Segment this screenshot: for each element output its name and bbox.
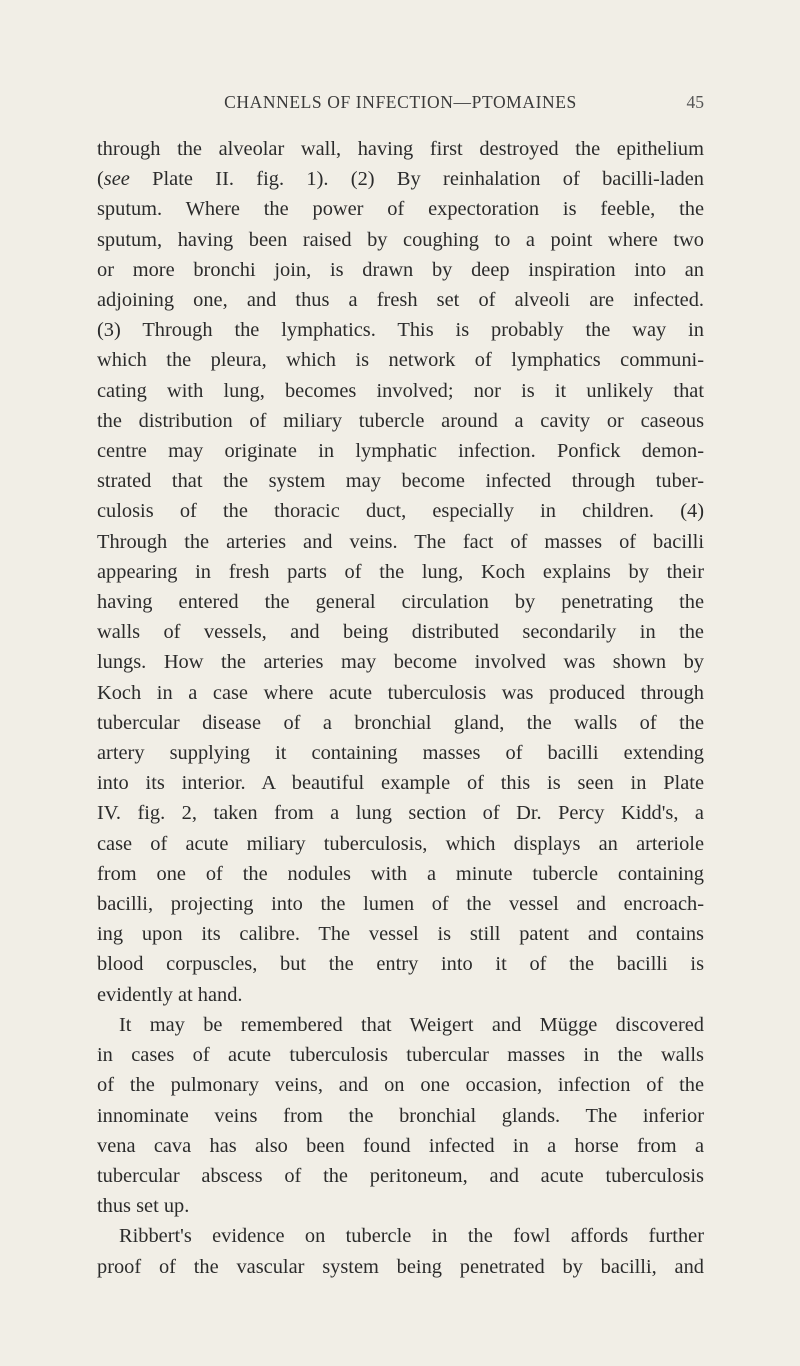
text-line: (see Plate II. fig. 1). (2) By reinhalation of bacilli-laden — [97, 168, 704, 191]
text-line: the distribution of miliary tubercle around a cavity or caseous — [97, 409, 704, 432]
text-line: bacilli, projecting into the lumen of the vessel and encroach- — [97, 893, 704, 916]
text-line: or more bronchi join, is drawn by deep inspiration into an — [97, 258, 704, 281]
text-line: blood corpuscles, but the entry into it of the bacilli is — [97, 953, 704, 976]
body-text — [97, 134, 704, 1282]
text-line: tubercular abscess of the peritoneum, and acute tuberculosis — [97, 1164, 704, 1187]
text-line: (3) Through the lymphatics. This is probably the way in — [97, 319, 704, 342]
text-line: vena cava has also been found infected in a horse from a — [97, 1134, 704, 1157]
text-line: of the pulmonary veins, and on one occasion, infection of the — [97, 1074, 704, 1097]
text-line: sputum. Where the power of expectoration is feeble, the — [97, 198, 704, 221]
italic-word: see — [103, 168, 130, 191]
page-number: 45 — [686, 92, 704, 112]
text-line: evidently at hand. — [97, 983, 243, 1006]
text-line: through the alveolar wall, having first destroyed the epithelium — [97, 138, 704, 160]
text-line: centre may originate in lymphatic infection. Ponfick demon- — [97, 440, 704, 463]
text-line: lungs. How the arteries may become involved was shown by — [97, 651, 704, 674]
text-line: cating with lung, becomes involved; nor is it unlikely that — [97, 379, 704, 402]
text-line: innominate veins from the bronchial glands. The inferior — [97, 1104, 704, 1127]
text-line: Koch in a case where acute tuberculosis was produced through — [97, 681, 704, 704]
paragraph-2 — [97, 1010, 704, 1221]
text-line: proof of the vascular system being penetrated by bacilli, and — [97, 1255, 704, 1278]
text-line: case of acute miliary tuberculosis, which displays an arteriole — [97, 832, 704, 855]
text-line: thus set up. — [97, 1195, 190, 1218]
text-line: ing upon its calibre. The vessel is still patent and contains — [97, 923, 704, 946]
text-line: into its interior. A beautiful example of this is seen in Plate — [97, 772, 704, 795]
running-head — [97, 92, 704, 116]
text-line: sputum, having been raised by coughing to a point where two — [97, 228, 704, 251]
paragraph-1 — [97, 134, 704, 1010]
text-line: strated that the system may become infected through tuber- — [97, 470, 704, 493]
paragraph-3 — [97, 1221, 704, 1281]
text-line: walls of vessels, and being distributed secondarily in the — [97, 621, 704, 644]
text-line: from one of the nodules with a minute tubercle containing — [97, 862, 704, 885]
text-line: culosis of the thoracic duct, especially in children. (4) — [97, 500, 704, 523]
text-line: Through the arteries and veins. The fact of masses of bacilli — [97, 530, 704, 553]
text-line: which the pleura, which is network of lymphatics communi- — [97, 349, 704, 372]
text-line: artery supplying it containing masses of bacilli extending — [97, 742, 704, 765]
text-line: adjoining one, and thus a fresh set of alveoli are infected. — [97, 289, 704, 312]
text-line: in cases of acute tuberculosis tubercular masses in the walls — [97, 1044, 704, 1067]
running-title: CHANNELS OF INFECTION—PTOMAINES — [224, 92, 577, 112]
text-line: tubercular disease of a bronchial gland, the walls of the — [97, 711, 704, 734]
text-line: It may be remembered that Weigert and Mügge discovered — [119, 1013, 704, 1036]
text-line: IV. fig. 2, taken from a lung section of Dr. Percy Kidd's, a — [97, 802, 704, 825]
text-line: Ribbert's evidence on tubercle in the fowl affords further — [119, 1225, 704, 1248]
text-line: appearing in fresh parts of the lung, Koch explains by their — [97, 560, 704, 583]
text-line: having entered the general circulation by penetrating the — [97, 591, 704, 614]
